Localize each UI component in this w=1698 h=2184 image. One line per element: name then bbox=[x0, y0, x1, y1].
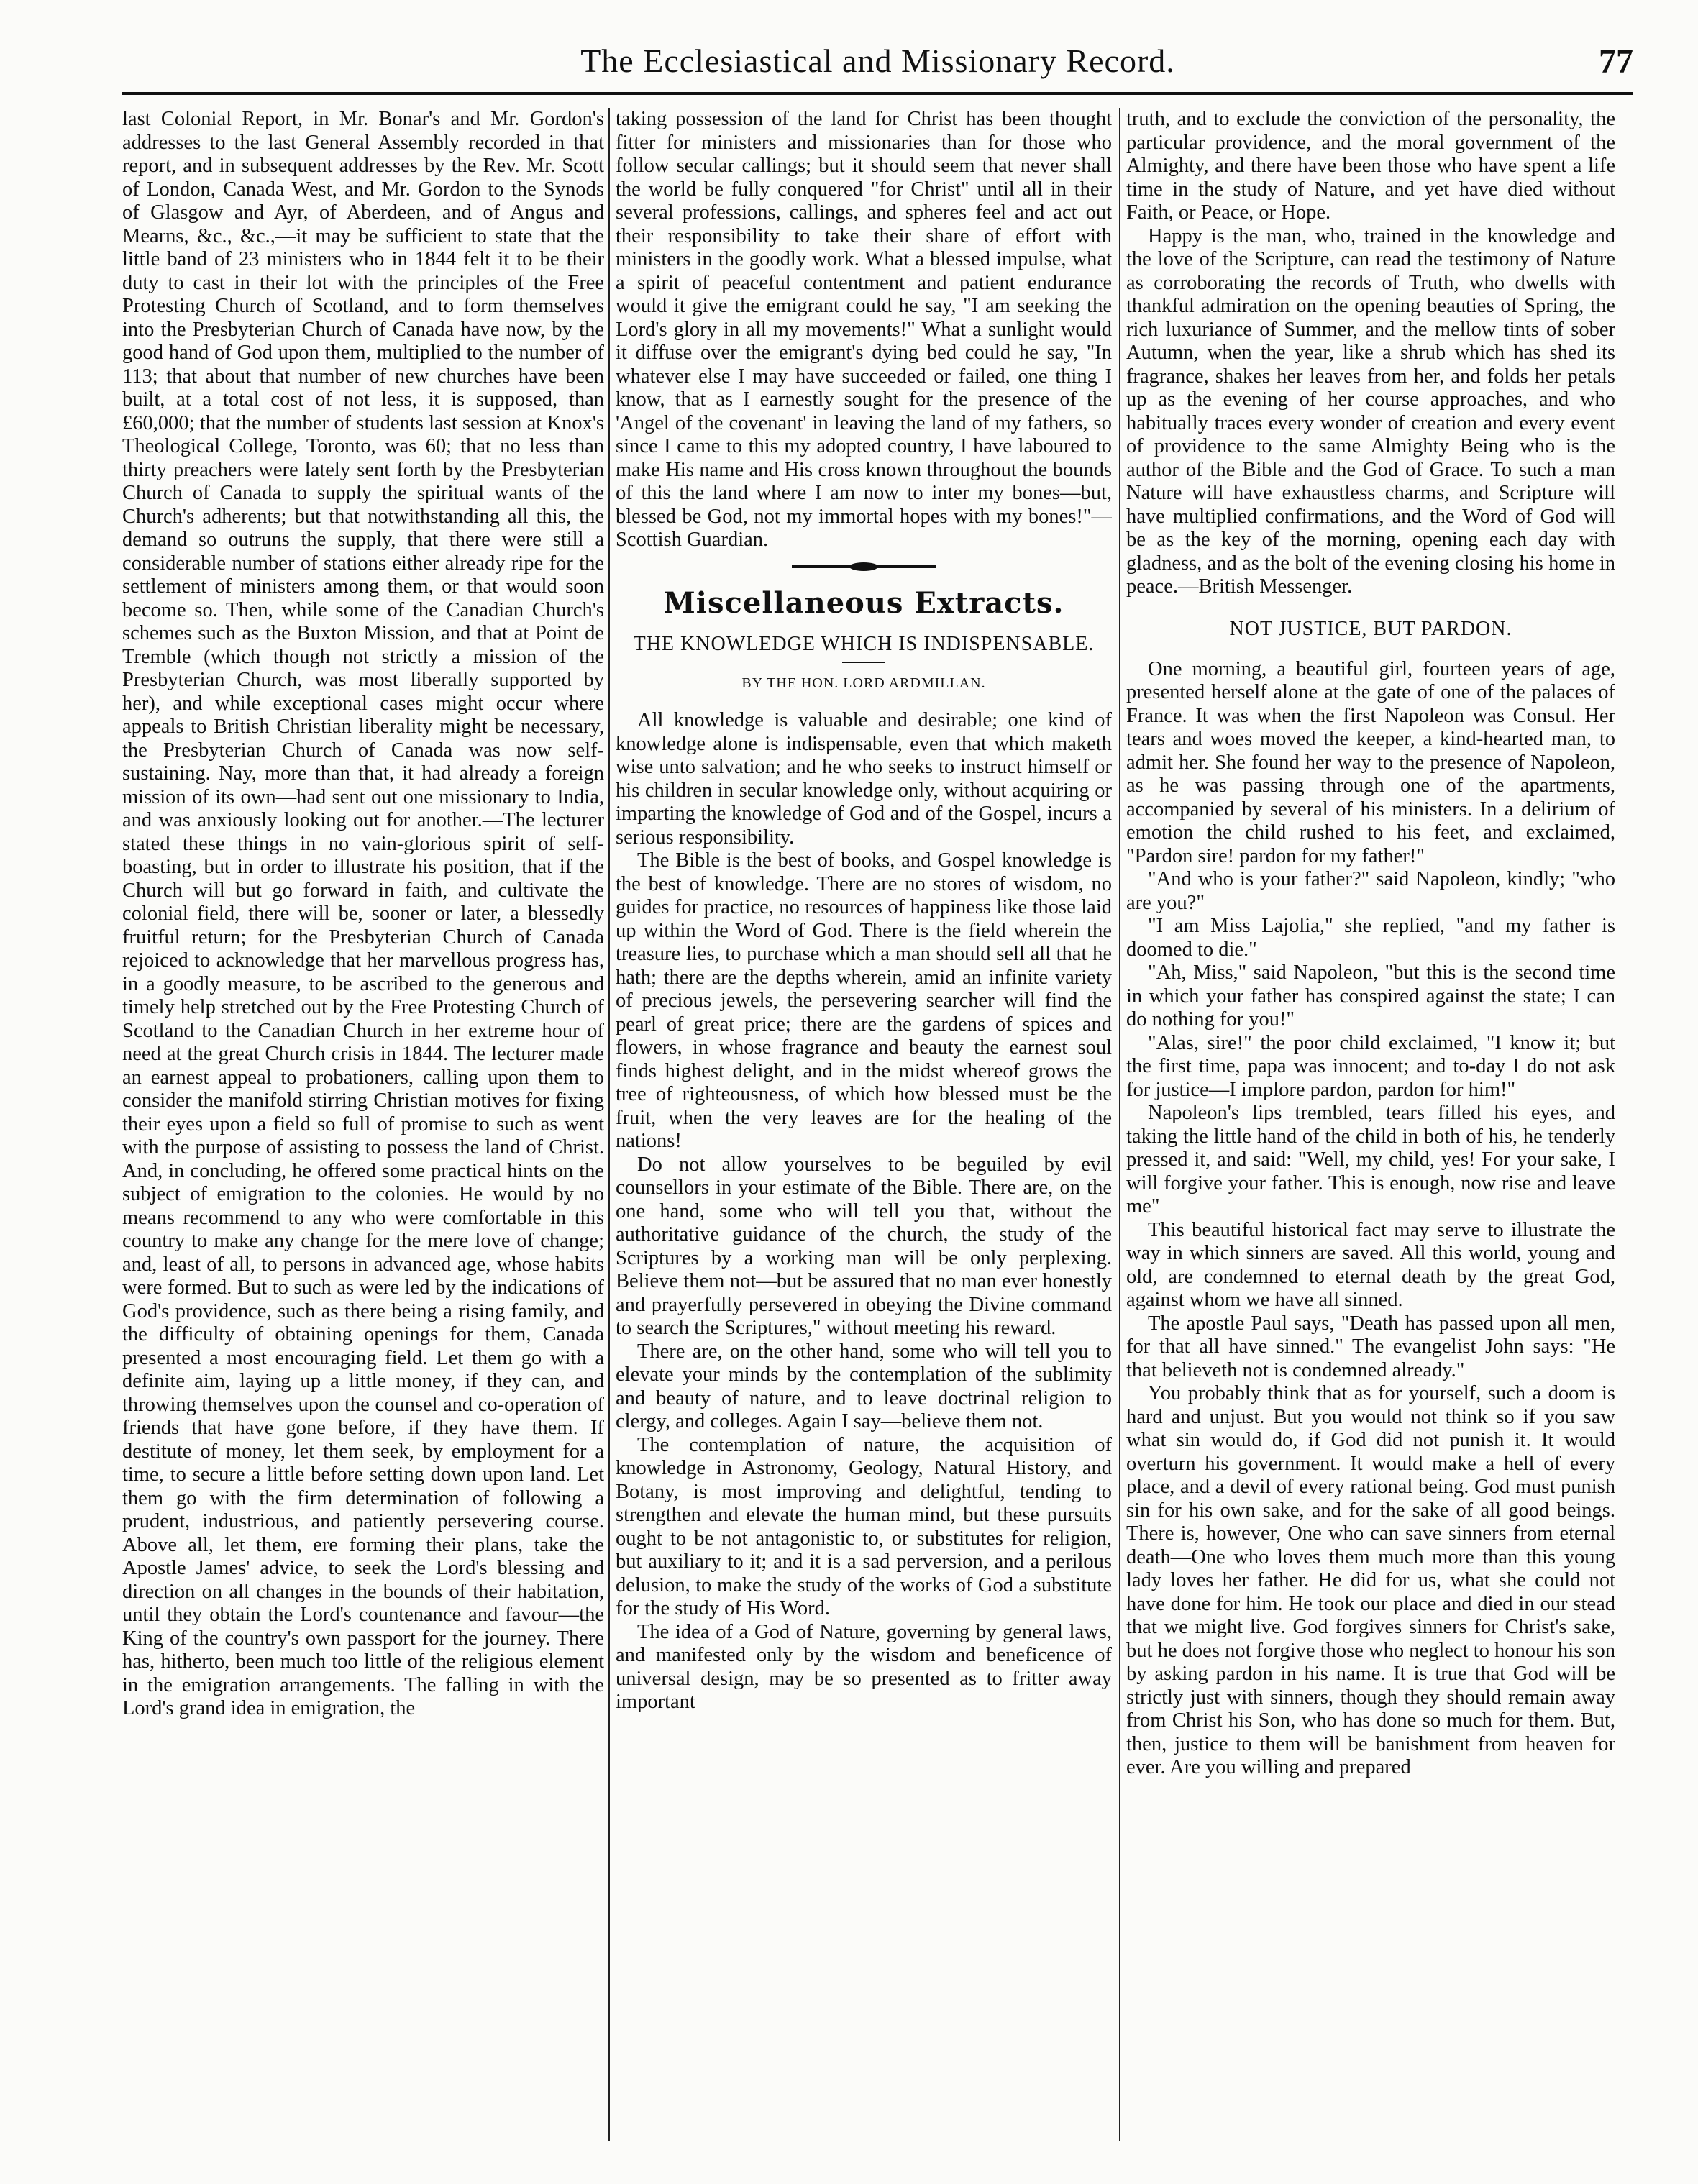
paragraph: One morning, a beautiful girl, fourteen years of age, presented herself alone at the gate of one of the palaces of France. It was when the first Napoleon was Consul. Her tears and woes moved the keeper, a kind-hearted man, to admit her. She found her way to the presence of Napoleon, as he was passing through one of the apartments, accompanied by several of his ministers. In a delirium of emotion the child rushed to his feet, and exclaimed, "Pardon sire! pardon for my father!" bbox=[1126, 657, 1615, 867]
paragraph: "I am Miss Lajolia," she replied, "and my father is doomed to die." bbox=[1126, 915, 1615, 961]
column-right bbox=[1126, 108, 1615, 2141]
short-rule bbox=[842, 662, 885, 663]
paragraph: There are, on the other hand, some who will tell you to elevate your minds by the contemplation of the sublimity and beauty of nature, and to leave doctrinal religion to clergy, and colleges. Again I say—believe them not. bbox=[616, 1340, 1112, 1433]
paragraph: Happy is the man, who, trained in the knowledge and the love of the Scripture, can read the testimony of Nature as corroborating the records of Truth, who dwells with thankful admiration on the opening beauties of Spring, the rich luxuriance of Summer, and the mellow tints of sober Autumn, when the year, like a shrub which has shed its fragrance, shakes her leaves from her, and folds her petals up as the evening of her course approaches, and who habitually traces every wonder of creation and every event of providence to the same Almighty Being who is the author of the Bible and the God of Grace. To such a man Nature will have exhaustless charms, and Scripture will have multiplied confirmations, and the Word of God will be as the key of the morning, opening each day with gladness, and as the bolt of the evening closing his home in peace.—British Messenger. bbox=[1126, 224, 1615, 598]
column-middle bbox=[616, 108, 1112, 2141]
column-left bbox=[122, 108, 604, 2141]
page-number: 77 bbox=[1599, 42, 1633, 81]
column-divider-left bbox=[608, 108, 610, 2141]
paragraph: "Alas, sire!" the poor child exclaimed, "I know it; but the first time, papa was innocent; and to-day I do not ask for justice—I implore pardon, pardon for him!" bbox=[1126, 1031, 1615, 1101]
paragraph: taking possession of the land for Christ has been thought fitter for ministers and missionaries than for those who follow secular callings; but it should seem that never shall the world be fully conquered "for Christ" until all in their several professions, callings, and spheres feel and act out their responsibility to take their share of effort with ministers in the goodly work. What a blessed impulse, what a spirit of peaceful contentment and patient endurance would it give the emigrant could he say, "I am seeking the Lord's glory in all my movements!" What a sunlight would it diffuse over the emigrant's dying bed could he say, "In whatever else I may have succeeded or failed, one thing I know, that as I earnestly sought for the presence of the 'Angel of the covenant' in leaving the land of my fathers, so since I came to this my adopted country, I have laboured to make His name and His cross known throughout the bounds of this the land where I am now to inter my bones—but, blessed be God, not my immortal hopes with my bones!"—Scottish Guardian. bbox=[616, 108, 1112, 551]
paragraph: The contemplation of nature, the acquisition of knowledge in Astronomy, Geology, Natural History, and Botany, is most improving and delightful, tending to strengthen and elevate the human mind, but these pursuits ought to be not antagonistic to, or substitutes for religion, but auxiliary to it; and it is a sad perversion, and a perilous delusion, to make the study of the works of God a substitute for the study of His Word. bbox=[616, 1433, 1112, 1619]
paragraph: The apostle Paul says, "Death has passed upon all men, for that all have sinned." The evangelist John says: "He that believeth not is condemned already." bbox=[1126, 1312, 1615, 1381]
ornamental-rule bbox=[792, 565, 936, 568]
byline: BY THE HON. LORD ARDMILLAN. bbox=[741, 675, 986, 691]
article-title: THE KNOWLEDGE WHICH IS INDISPENSABLE. bbox=[633, 632, 1095, 655]
paragraph: Do not allow yourselves to be beguiled by evil counsellors in your estimate of the Bible. There are, on the one hand, some who will tell you that, without the authoritative guidance of the church, the study of the Scriptures by a working man will be only perplexing. Believe them not—but be assured that no man ever honestly and prayerfully persevered in obeying the Divine command to search the Scriptures," without meeting his reward. bbox=[616, 1153, 1112, 1339]
paragraph: This beautiful historical fact may serve to illustrate the way in which sinners are saved. All this world, young and old, are condemned to eternal death by the great God, against whom we have all sinned. bbox=[1126, 1218, 1615, 1311]
paragraph: Napoleon's lips trembled, tears filled his eyes, and taking the little hand of the child in both of his, he tenderly pressed it, and said: "Well, my child, yes! For your sake, I will forgive your father. This is enough, now rise and leave me" bbox=[1126, 1102, 1615, 1217]
section-heading: Miscellaneous Extracts. bbox=[663, 585, 1064, 620]
header-rule bbox=[122, 92, 1633, 95]
paragraph: The Bible is the best of books, and Gospel knowledge is the best of knowledge. There are no stores of wisdom, no guides for practice, no resources of happiness like those laid up within the Word of God. There is the field wherein the treasure lies, to purchase which a man should sell all that he hath; there are the depths wherein, amid an infinite variety of precious jewels, the persevering searcher will find the pearl of great price; there are the gardens of spices and flowers, in whose fragrance and beauty the earnest soul finds highest delight, and in the midst whereof grows the tree of righteousness, of which how blessed must be the fruit, when the very leaves are for the healing of the nations! bbox=[616, 849, 1112, 1152]
paragraph: You probably think that as for yourself, such a doom is hard and unjust. But you would not think so if you saw what sin would do, if God did not punish it. It would overturn his government. It would make a hell of every place, and a devil of every rational being. God must punish sin for his own sake, and for the sake of all good beings. There is, however, One who can save sinners from eternal death—One who loves them much more than this young lady loves her father. He did for us, what she could not have done for him. He took our place and died in our stead that we might live. God forgives sinners for Christ's sake, but he does not forgive those who neglect to honour his son by asking pardon in his name. It is true that God will be strictly just with sinners, though they should remain away from Christ his Son, who has done so much for them. But, then, justice to them will be banishment from heaven for ever. Are you willing and prepared bbox=[1126, 1382, 1615, 1778]
column-divider-right bbox=[1119, 108, 1120, 2141]
paragraph: "Ah, Miss," said Napoleon, "but this is the second time in which your father has conspired against the state; I can do nothing for you!" bbox=[1126, 961, 1615, 1031]
page-header bbox=[122, 42, 1633, 92]
paragraph: "And who is your father?" said Napoleon, kindly; "who are you?" bbox=[1126, 868, 1615, 914]
article-title: NOT JUSTICE, BUT PARDON. bbox=[1229, 617, 1512, 640]
paragraph: The idea of a God of Nature, governing by general laws, and manifested only by the wisdom and beneficence of universal design, may be so presented as to fritter away important bbox=[616, 1620, 1112, 1713]
paragraph: truth, and to exclude the conviction of the personality, the particular providence, and the moral government of the Almighty, and there have been those who have spent a life time in the study of Nature, and yet have died without Faith, or Peace, or Hope. bbox=[1126, 108, 1615, 224]
paragraph: All knowledge is valuable and desirable; one kind of knowledge alone is indispensable, even that which maketh wise unto salvation; and he who seeks to instruct himself or his children in secular knowledge only, without acquiring or imparting the knowledge of God and of the Gospel, incurs a serious responsibility. bbox=[616, 709, 1112, 849]
running-head: The Ecclesiastical and Missionary Record. bbox=[580, 42, 1175, 79]
paragraph: last Colonial Report, in Mr. Bonar's and Mr. Gordon's addresses to the last General Assembly recorded in that report, and in subsequent addresses by the Rev. Mr. Scott of London, Canada West, and Mr. Gordon to the Synods of Glasgow and Ayr, of Aberdeen, and of Angus and Mearns, &c., &c.,—it may be sufficient to state that the little band of 23 ministers who in 1844 felt it to be their duty to cast in their lot with the principles of the Free Protesting Church of Scotland, and to form themselves into the Presbyterian Church of Canada have now, by the good hand of God upon them, multiplied to the number of 113; that about that number of new churches have been built, at a total cost of not less, it is supposed, than £60,000; that the number of students last session at Knox's Theological College, Toronto, was 60; that no less than thirty preachers were lately sent forth by the Presbyterian Church of Canada to supply the spiritual wants of the Church's adherents; but that notwithstanding all this, the demand so outruns the supply, that there were still a considerable number of stations either already ripe for the settlement of ministers among them, or that would soon become so. Then, while some of the Canadian Church's schemes such as the Buxton Mission, and that at Point de Tremble (which though not strictly a mission of the Presbyterian Church, was most liberally supported by her), and while exceptional cases might occur where appeals to British Christian liberality might be necessary, the Presbyterian Church of Canada was now self-sustaining. Nay, more than that, it had already a foreign mission of its own—had sent out one missionary to India, and was anxiously looking out for another.—The lecturer stated these things in no vain-glorious spirit of self-boasting, but in order to illustrate his position, that if the Church will but go forward in faith, and cultivate the colonial field, there will be, sooner or later, a blessedly fruitful return; for the Presbyterian Church of Canada rejoiced to acknowledge that her marvellous progress has, in a goodly measure, to be ascribed to the generous and timely help stretched out by the Free Protesting Church of Scotland to the Canadian Church in her extreme hour of need at the great Church crisis in 1844. The lecturer made an earnest appeal to probationers, calling upon them to consider the manifold stirring Christian motives for fixing their eyes upon a field so full of promise to such as went with the purpose of assisting to possess the land of Christ. And, in concluding, he offered some practical hints on the subject of emigration to the colonies. He would by no means recommend to any who were comfortable in this country to make any change for the mere love of change; and, least of all, to persons in advanced age, whose habits were formed. But to such as were led by the indications of God's providence, such as there being a rising family, and the difficulty of obtaining openings for them, Canada presented a most encouraging field. Let them go with a definite aim, laying up a little money, if they can, and throwing themselves upon the counsel and co-operation of friends that have gone before, if they have them. If destitute of money, let them seek, by employment for a time, to secure a little before setting down upon land. Let them go with the firm determination of following a prudent, industrious, and patiently persevering course. Above all, let them, ere forming their plans, take the Apostle James' advice, to seek the Lord's blessing and direction on all changes in the bounds of their habitation, until they obtain the Lord's countenance and favour—the King of the country's own passport for the journey. There has, hitherto, been much too little of the religious element in the emigration arrangements. The falling in with the Lord's grand idea in emigration, the bbox=[122, 108, 604, 1719]
